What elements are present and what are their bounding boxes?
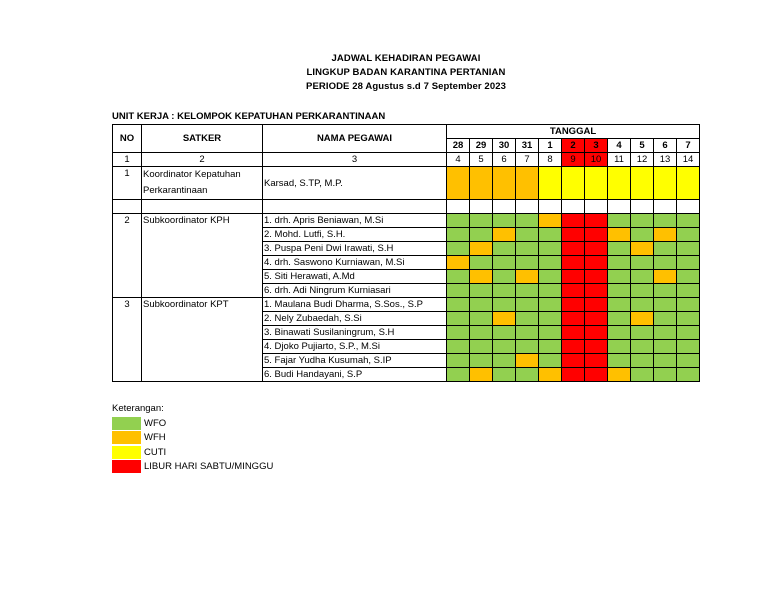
status-cell (447, 284, 470, 298)
empty-cell (654, 200, 677, 214)
status-cell (631, 270, 654, 284)
status-cell (654, 326, 677, 340)
group-no: 2 (113, 214, 142, 298)
status-cell (585, 242, 608, 256)
status-cell (677, 242, 700, 256)
status-cell (447, 228, 470, 242)
employee-name: Karsad, S.TP, M.P. (263, 167, 447, 200)
status-cell (677, 167, 700, 200)
spacer-row (113, 200, 700, 214)
employee-name: 4. Djoko Pujiarto, S.P., M.Si (263, 340, 447, 354)
status-cell (608, 242, 631, 256)
status-cell (516, 228, 539, 242)
col-number-no: 1 (113, 153, 142, 167)
employee-name: 1. drh. Apris Beniawan, M.Si (263, 214, 447, 228)
status-cell (516, 298, 539, 312)
header-tanggal: TANGGAL (447, 125, 700, 139)
status-cell (447, 167, 470, 200)
status-cell (447, 214, 470, 228)
status-cell (447, 368, 470, 382)
status-cell (608, 284, 631, 298)
status-cell (516, 340, 539, 354)
status-cell (585, 256, 608, 270)
status-cell (654, 340, 677, 354)
status-cell (493, 340, 516, 354)
header-row-1 (113, 125, 700, 139)
status-cell (447, 354, 470, 368)
status-cell (562, 354, 585, 368)
status-cell (539, 270, 562, 284)
status-cell (631, 298, 654, 312)
legend-swatch (112, 446, 141, 459)
status-cell (516, 242, 539, 256)
status-cell (447, 298, 470, 312)
empty-cell (142, 200, 263, 214)
header-date: 6 (654, 139, 677, 153)
status-cell (493, 228, 516, 242)
legend (112, 403, 273, 474)
status-cell (585, 298, 608, 312)
status-cell (631, 354, 654, 368)
status-cell (539, 312, 562, 326)
table-row (113, 214, 700, 228)
status-cell (631, 312, 654, 326)
status-cell (470, 326, 493, 340)
header-date: 2 (562, 139, 585, 153)
employee-name: 3. Binawati Susilaningrum, S.H (263, 326, 447, 340)
document-period: PERIODE 28 Agustus s.d 7 September 2023 (306, 81, 506, 92)
status-cell (677, 354, 700, 368)
empty-cell (470, 200, 493, 214)
employee-name: 4. drh. Saswono Kurniawan, M.Si (263, 256, 447, 270)
group-no: 3 (113, 298, 142, 382)
status-cell (539, 326, 562, 340)
col-number-date: 7 (516, 153, 539, 167)
status-cell (447, 242, 470, 256)
header-date: 28 (447, 139, 470, 153)
status-cell (562, 340, 585, 354)
header-satker: SATKER (142, 125, 263, 153)
status-cell (493, 298, 516, 312)
status-cell (562, 256, 585, 270)
status-cell (516, 312, 539, 326)
status-cell (470, 368, 493, 382)
status-cell (539, 214, 562, 228)
status-cell (654, 298, 677, 312)
status-cell (539, 242, 562, 256)
status-cell (608, 340, 631, 354)
status-cell (631, 340, 654, 354)
status-cell (447, 326, 470, 340)
col-number-date: 4 (447, 153, 470, 167)
status-cell (493, 368, 516, 382)
empty-cell (539, 200, 562, 214)
status-cell (493, 326, 516, 340)
header-date: 1 (539, 139, 562, 153)
status-cell (516, 368, 539, 382)
employee-name: 5. Siti Herawati, A.Md (263, 270, 447, 284)
col-number-nama: 3 (263, 153, 447, 167)
status-cell (562, 228, 585, 242)
empty-cell (562, 200, 585, 214)
header-date: 4 (608, 139, 631, 153)
status-cell (631, 214, 654, 228)
status-cell (654, 242, 677, 256)
status-cell (608, 326, 631, 340)
col-number-date: 6 (493, 153, 516, 167)
status-cell (470, 256, 493, 270)
status-cell (470, 354, 493, 368)
status-cell (631, 284, 654, 298)
status-cell (677, 284, 700, 298)
col-number-date: 11 (608, 153, 631, 167)
col-number-date: 10 (585, 153, 608, 167)
col-number-satker: 2 (142, 153, 263, 167)
status-cell (608, 270, 631, 284)
status-cell (447, 270, 470, 284)
status-cell (608, 167, 631, 200)
status-cell (585, 312, 608, 326)
header-no: NO (113, 125, 142, 153)
status-cell (562, 298, 585, 312)
document-title: JADWAL KEHADIRAN PEGAWAI (331, 53, 481, 64)
status-cell (585, 214, 608, 228)
status-cell (493, 256, 516, 270)
status-cell (516, 167, 539, 200)
status-cell (654, 368, 677, 382)
empty-cell (113, 200, 142, 214)
status-cell (562, 368, 585, 382)
status-cell (516, 256, 539, 270)
group-satker: Koordinator Kepatuhan Perkarantinaan (142, 167, 263, 200)
status-cell (539, 354, 562, 368)
status-cell (654, 256, 677, 270)
header-date: 31 (516, 139, 539, 153)
status-cell (539, 284, 562, 298)
status-cell (585, 270, 608, 284)
empty-cell (493, 200, 516, 214)
status-cell (677, 256, 700, 270)
status-cell (654, 228, 677, 242)
attendance-table (112, 124, 700, 382)
status-cell (493, 284, 516, 298)
empty-cell (631, 200, 654, 214)
header-date: 3 (585, 139, 608, 153)
legend-caption: Keterangan: (112, 403, 164, 414)
empty-cell (516, 200, 539, 214)
status-cell (562, 167, 585, 200)
status-cell (677, 228, 700, 242)
status-cell (447, 312, 470, 326)
status-cell (654, 312, 677, 326)
status-cell (654, 270, 677, 284)
status-cell (608, 256, 631, 270)
status-cell (562, 284, 585, 298)
employee-name: 6. Budi Handayani, S.P (263, 368, 447, 382)
status-cell (562, 326, 585, 340)
status-cell (470, 270, 493, 284)
status-cell (608, 354, 631, 368)
legend-label: WFO (144, 417, 167, 429)
legend-label: WFH (144, 432, 166, 444)
status-cell (447, 340, 470, 354)
status-cell (516, 326, 539, 340)
status-cell (585, 228, 608, 242)
col-number-date: 12 (631, 153, 654, 167)
status-cell (608, 368, 631, 382)
status-cell (562, 214, 585, 228)
status-cell (470, 242, 493, 256)
status-cell (470, 284, 493, 298)
status-cell (631, 228, 654, 242)
status-cell (539, 340, 562, 354)
status-cell (585, 368, 608, 382)
status-cell (516, 284, 539, 298)
status-cell (493, 312, 516, 326)
status-cell (654, 167, 677, 200)
status-cell (654, 354, 677, 368)
status-cell (470, 214, 493, 228)
status-cell (677, 298, 700, 312)
status-cell (677, 326, 700, 340)
header-date: 7 (677, 139, 700, 153)
legend-label: LIBUR HARI SABTU/MINGGU (144, 461, 274, 473)
status-cell (608, 228, 631, 242)
header-date: 30 (493, 139, 516, 153)
group-satker: Subkoordinator KPH (142, 214, 263, 298)
status-cell (562, 270, 585, 284)
status-cell (493, 214, 516, 228)
col-number-date: 14 (677, 153, 700, 167)
empty-cell (585, 200, 608, 214)
col-number-date: 13 (654, 153, 677, 167)
legend-item (112, 431, 273, 446)
group-satker: Subkoordinator KPT (142, 298, 263, 382)
status-cell (654, 284, 677, 298)
status-cell (677, 270, 700, 284)
status-cell (631, 256, 654, 270)
legend-swatch (112, 417, 141, 430)
employee-name: 2. Nely Zubaedah, S.Si (263, 312, 447, 326)
legend-swatch (112, 431, 141, 444)
status-cell (654, 214, 677, 228)
status-cell (516, 354, 539, 368)
header-date: 29 (470, 139, 493, 153)
employee-name: 6. drh. Adi Ningrum Kurniasari (263, 284, 447, 298)
status-cell (562, 242, 585, 256)
header-nama-pegawai: NAMA PEGAWAI (263, 125, 447, 153)
header-date: 5 (631, 139, 654, 153)
status-cell (585, 354, 608, 368)
column-number-row (113, 153, 700, 167)
employee-name: 1. Maulana Budi Dharma, S.Sos., S.P (263, 298, 447, 312)
empty-cell (447, 200, 470, 214)
status-cell (539, 368, 562, 382)
employee-name: 5. Fajar Yudha Kusumah, S.IP (263, 354, 447, 368)
col-number-date: 5 (470, 153, 493, 167)
status-cell (677, 340, 700, 354)
status-cell (631, 242, 654, 256)
status-cell (585, 167, 608, 200)
status-cell (539, 298, 562, 312)
status-cell (516, 270, 539, 284)
status-cell (470, 298, 493, 312)
status-cell (539, 167, 562, 200)
legend-swatch (112, 460, 141, 473)
status-cell (677, 312, 700, 326)
document-subtitle: LINGKUP BADAN KARANTINA PERTANIAN (306, 67, 506, 78)
employee-name: 2. Mohd. Lutfi, S.H. (263, 228, 447, 242)
legend-label: CUTI (144, 446, 167, 458)
status-cell (493, 354, 516, 368)
status-cell (585, 284, 608, 298)
status-cell (585, 340, 608, 354)
status-cell (470, 167, 493, 200)
legend-item (112, 416, 273, 431)
legend-item (112, 460, 273, 475)
status-cell (516, 214, 539, 228)
status-cell (631, 326, 654, 340)
status-cell (677, 368, 700, 382)
status-cell (608, 298, 631, 312)
col-number-date: 9 (562, 153, 585, 167)
status-cell (631, 167, 654, 200)
table-row (113, 167, 700, 200)
status-cell (677, 214, 700, 228)
status-cell (447, 256, 470, 270)
status-cell (585, 326, 608, 340)
status-cell (562, 312, 585, 326)
empty-cell (677, 200, 700, 214)
status-cell (539, 256, 562, 270)
empty-cell (608, 200, 631, 214)
status-cell (470, 312, 493, 326)
empty-cell (263, 200, 447, 214)
status-cell (608, 312, 631, 326)
status-cell (539, 228, 562, 242)
group-no: 1 (113, 167, 142, 200)
status-cell (470, 228, 493, 242)
status-cell (608, 214, 631, 228)
status-cell (493, 167, 516, 200)
status-cell (631, 368, 654, 382)
status-cell (470, 340, 493, 354)
status-cell (493, 242, 516, 256)
legend-item (112, 445, 273, 460)
status-cell (493, 270, 516, 284)
unit-kerja-label: UNIT KERJA : KELOMPOK KEPATUHAN PERKARANTINAAN (112, 111, 386, 122)
employee-name: 3. Puspa Peni Dwi Irawati, S.H (263, 242, 447, 256)
col-number-date: 8 (539, 153, 562, 167)
table-row (113, 298, 700, 312)
